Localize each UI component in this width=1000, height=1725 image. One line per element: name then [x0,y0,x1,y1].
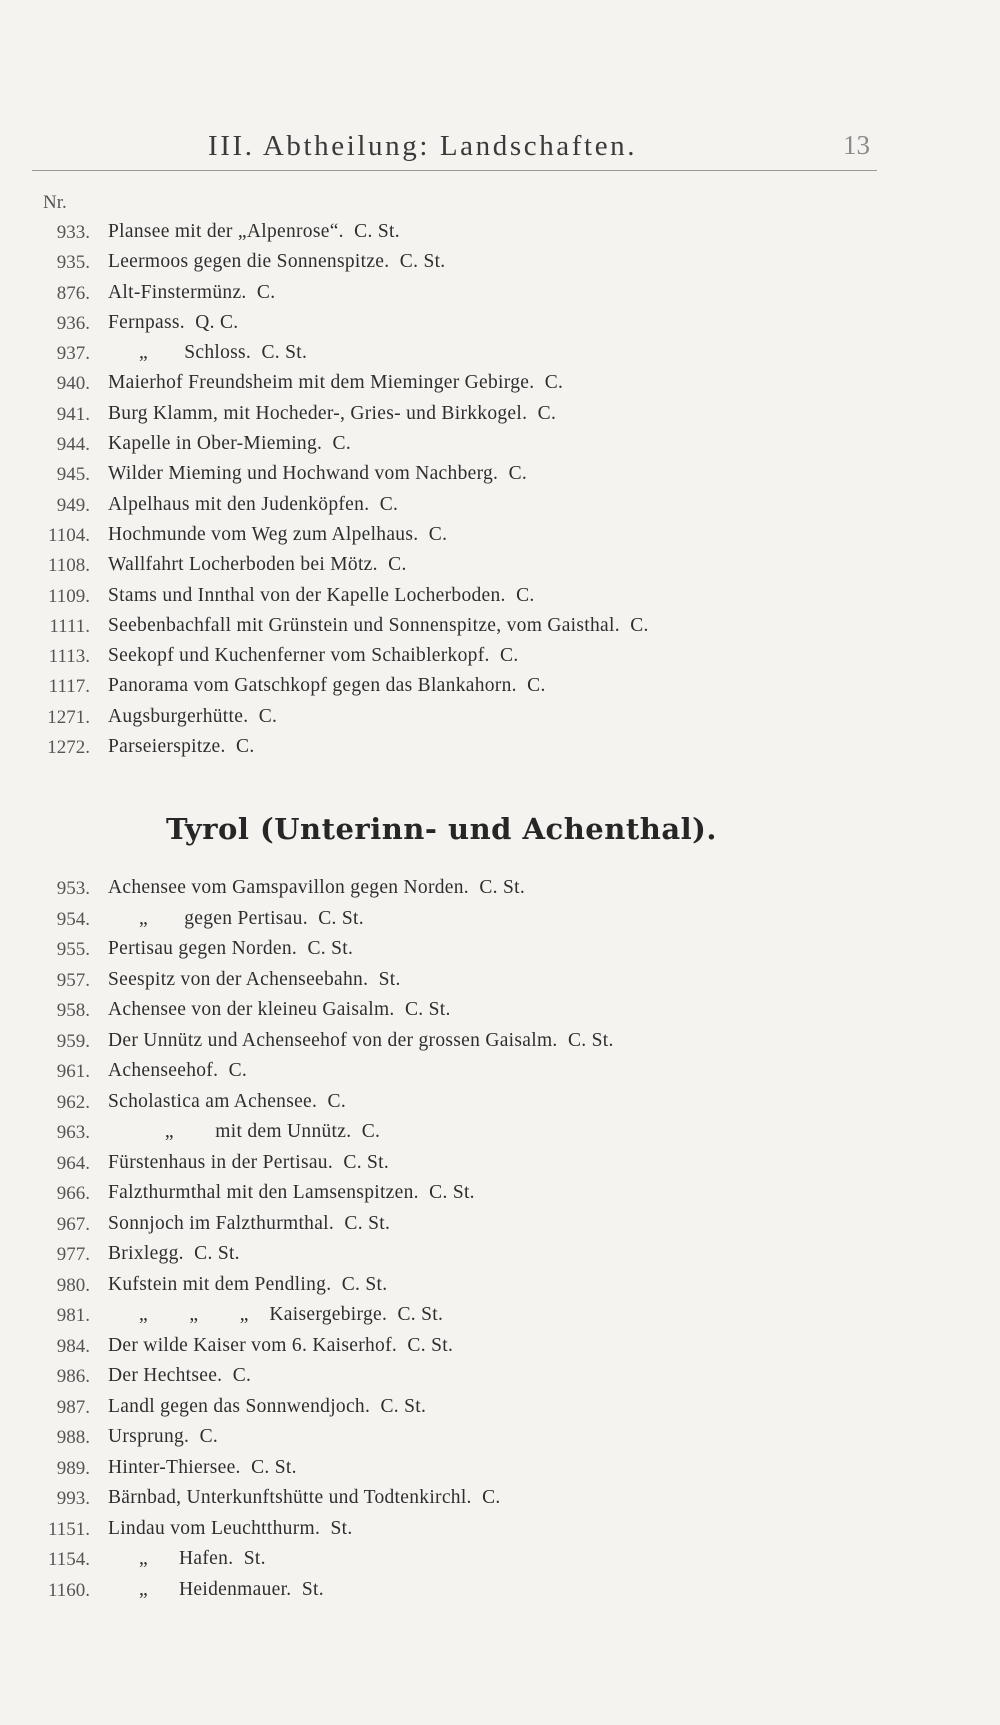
entry-number: 987. [56,1396,90,1418]
entry-number: 944. [56,434,90,456]
entry-number: 949. [56,494,90,516]
entry-number: 876. [56,282,90,304]
entry-text: Hinter-Thiersee. C. St. [108,1456,297,1478]
catalog-entry [0,460,1000,490]
entry-text: Leermoos gegen die Sonnenspitze. C. St. [108,251,446,273]
entry-text: Landl gegen das Sonnwendjoch. C. St. [108,1395,427,1417]
entry-number: 955. [56,939,90,960]
section-heading: Tyrol (Unterinn- und Achenthal). [166,812,717,846]
entry-number: 957. [56,969,90,991]
catalog-entry [0,551,1000,581]
entry-text: Der Unnütz und Achenseehof von der grossen Gaisalm. C. St. [108,1029,614,1051]
entry-text: Kapelle in Ober-Mieming. C. [108,433,352,455]
section2-list [0,874,1000,1606]
entry-text: Lindau vom Leuchtthurm. St. [108,1517,353,1539]
entry-text: Achensee von der kleineu Gaisalm. C. St. [108,999,451,1020]
entry-number: 986. [56,1366,90,1387]
catalog-entry [0,1545,1000,1576]
entry-text: Fürstenhaus in der Pertisau. C. St. [108,1151,390,1173]
entry-number: 945. [56,464,90,486]
entry-text: Stams und Innthal von der Kapelle Locherboden. C. [108,584,535,606]
catalog-entry [0,612,1000,642]
catalog-entry [0,309,1000,339]
entry-number: 1113. [48,646,90,668]
catalog-entry [0,1179,1000,1210]
catalog-entry [0,1088,1000,1119]
entry-number: 984. [56,1335,90,1357]
catalog-entry [0,1515,1000,1546]
entry-number: 1151. [47,1518,90,1540]
catalog-entry [0,248,1000,278]
entry-text: Seekopf und Kuchenferner vom Schaiblerkopf. C. [108,645,519,667]
catalog-entry [0,582,1000,612]
catalog-entry [0,491,1000,521]
entry-text: Maierhof Freundsheim mit dem Mieminger Gebirge. C. [108,372,564,394]
header-rule [32,170,877,171]
catalog-entry [0,703,1000,733]
entry-number: 963. [56,1122,90,1143]
entry-number: 989. [56,1457,90,1479]
entry-number: 1104. [47,524,90,546]
catalog-entry [0,1362,1000,1393]
entry-number: 1109. [47,585,90,607]
entry-number: 964. [56,1152,90,1174]
entry-text: „ Hafen. St. [108,1548,266,1569]
entry-text: Alt-Finstermünz. C. [108,281,276,303]
entry-text: Kufstein mit dem Pendling. C. St. [108,1273,388,1295]
entry-number: 1111. [49,615,90,637]
entry-text: Seespitz von der Achenseebahn. St. [108,968,401,990]
catalog-entry [0,966,1000,997]
entry-text: Achenseehof. C. [108,1060,248,1081]
catalog-entry [0,369,1000,399]
entry-text: „ Schloss. C. St. [108,342,308,364]
entry-number: 1271. [47,706,90,728]
nr-column-label: Nr. [43,192,67,213]
entry-number: 936. [56,312,90,334]
entry-number: 958. [56,1000,90,1021]
running-header [0,130,1000,170]
entry-number: 988. [56,1427,90,1448]
entry-number: 1160. [47,1579,90,1601]
catalog-entry [0,400,1000,430]
catalog-entry [0,1423,1000,1454]
catalog-entry [0,339,1000,369]
section1-list [0,218,1000,763]
entry-text: Bärnbad, Unterkunftshütte und Todtenkirchl. C. [108,1487,501,1508]
entry-number: 967. [56,1213,90,1235]
catalog-entry [0,279,1000,309]
catalog-entry [0,1210,1000,1241]
entry-number: 941. [56,403,90,425]
page-title: III. Abtheilung: Landschaften. [208,130,638,162]
entry-text: Falzthurmthal mit den Lamsenspitzen. C. St. [108,1182,475,1203]
entry-text: Achensee vom Gamspavillon gegen Norden. C. St. [108,877,526,898]
entry-number: 993. [56,1488,90,1509]
entry-text: Panorama vom Gatschkopf gegen das Blankahorn. C. [108,675,546,697]
catalog-entry [0,1454,1000,1485]
entry-text: Parseierspitze. C. [108,736,255,758]
catalog-entry [0,1057,1000,1088]
entry-number: 940. [56,373,90,395]
entry-text: Plansee mit der „Alpenrose“. C. St. [108,221,400,242]
catalog-entry [0,642,1000,672]
entry-text: Hochmunde vom Weg zum Alpelhaus. C. [108,523,448,545]
catalog-entry [0,905,1000,936]
entry-number: 1154. [47,1549,90,1570]
entry-text: „ „ „ Kaisergebirge. C. St. [108,1304,444,1325]
catalog-entry [0,874,1000,905]
entry-text: Seebenbachfall mit Grünstein und Sonnenspitze, vom Gaisthal. C. [108,614,649,636]
catalog-entry [0,521,1000,551]
page-number: 13 [843,130,870,160]
catalog-entry [0,1301,1000,1332]
catalog-entry [0,1332,1000,1363]
entry-text: Augsburgerhütte. C. [108,705,278,727]
entry-number: 961. [56,1061,90,1082]
entry-text: Fernpass. Q. C. [108,311,239,333]
catalog-entry [0,1240,1000,1271]
entry-text: Pertisau gegen Norden. C. St. [108,938,354,959]
entry-text: Scholastica am Achensee. C. [108,1090,347,1112]
entry-text: „ mit dem Unnütz. C. [108,1121,381,1142]
entry-number: 966. [56,1183,90,1204]
catalog-entry [0,1271,1000,1302]
catalog-entry [0,1118,1000,1149]
catalog-entry [0,1027,1000,1058]
entry-text: Der wilde Kaiser vom 6. Kaiserhof. C. St. [108,1334,454,1356]
entry-text: „ Heidenmauer. St. [108,1578,324,1600]
catalog-entry [0,1393,1000,1424]
entry-number: 933. [56,222,90,243]
catalog-entry [0,218,1000,248]
entry-number: 953. [56,878,90,899]
entry-number: 1272. [47,737,90,759]
entry-text: Sonnjoch im Falzthurmthal. C. St. [108,1212,391,1234]
entry-text: Brixlegg. C. St. [108,1243,240,1264]
entry-text: Ursprung. C. [108,1426,219,1447]
entry-text: Burg Klamm, mit Hocheder-, Gries- und Birkkogel. C. [108,402,557,424]
catalog-entry [0,672,1000,702]
catalog-entry [0,996,1000,1027]
entry-text: Wilder Mieming und Hochwand vom Nachberg. C. [108,463,528,485]
entry-number: 962. [56,1091,90,1113]
entry-number: 1117. [48,676,90,698]
catalog-entry [0,1576,1000,1607]
entry-text: Der Hechtsee. C. [108,1365,252,1386]
entry-number: 954. [56,908,90,930]
entry-text: „ gegen Pertisau. C. St. [108,907,364,929]
entry-number: 937. [56,343,90,365]
entry-number: 977. [56,1244,90,1265]
entry-text: Wallfahrt Locherboden bei Mötz. C. [108,554,407,576]
catalog-entry [0,430,1000,460]
entry-number: 980. [56,1274,90,1296]
catalog-entry [0,1484,1000,1515]
entry-number: 981. [56,1305,90,1326]
entry-number: 1108. [47,555,90,577]
catalog-entry [0,733,1000,763]
catalog-entry [0,1149,1000,1180]
entry-number: 935. [56,252,90,274]
entry-number: 959. [56,1030,90,1052]
catalog-entry [0,935,1000,966]
entry-text: Alpelhaus mit den Judenköpfen. C. [108,493,399,515]
